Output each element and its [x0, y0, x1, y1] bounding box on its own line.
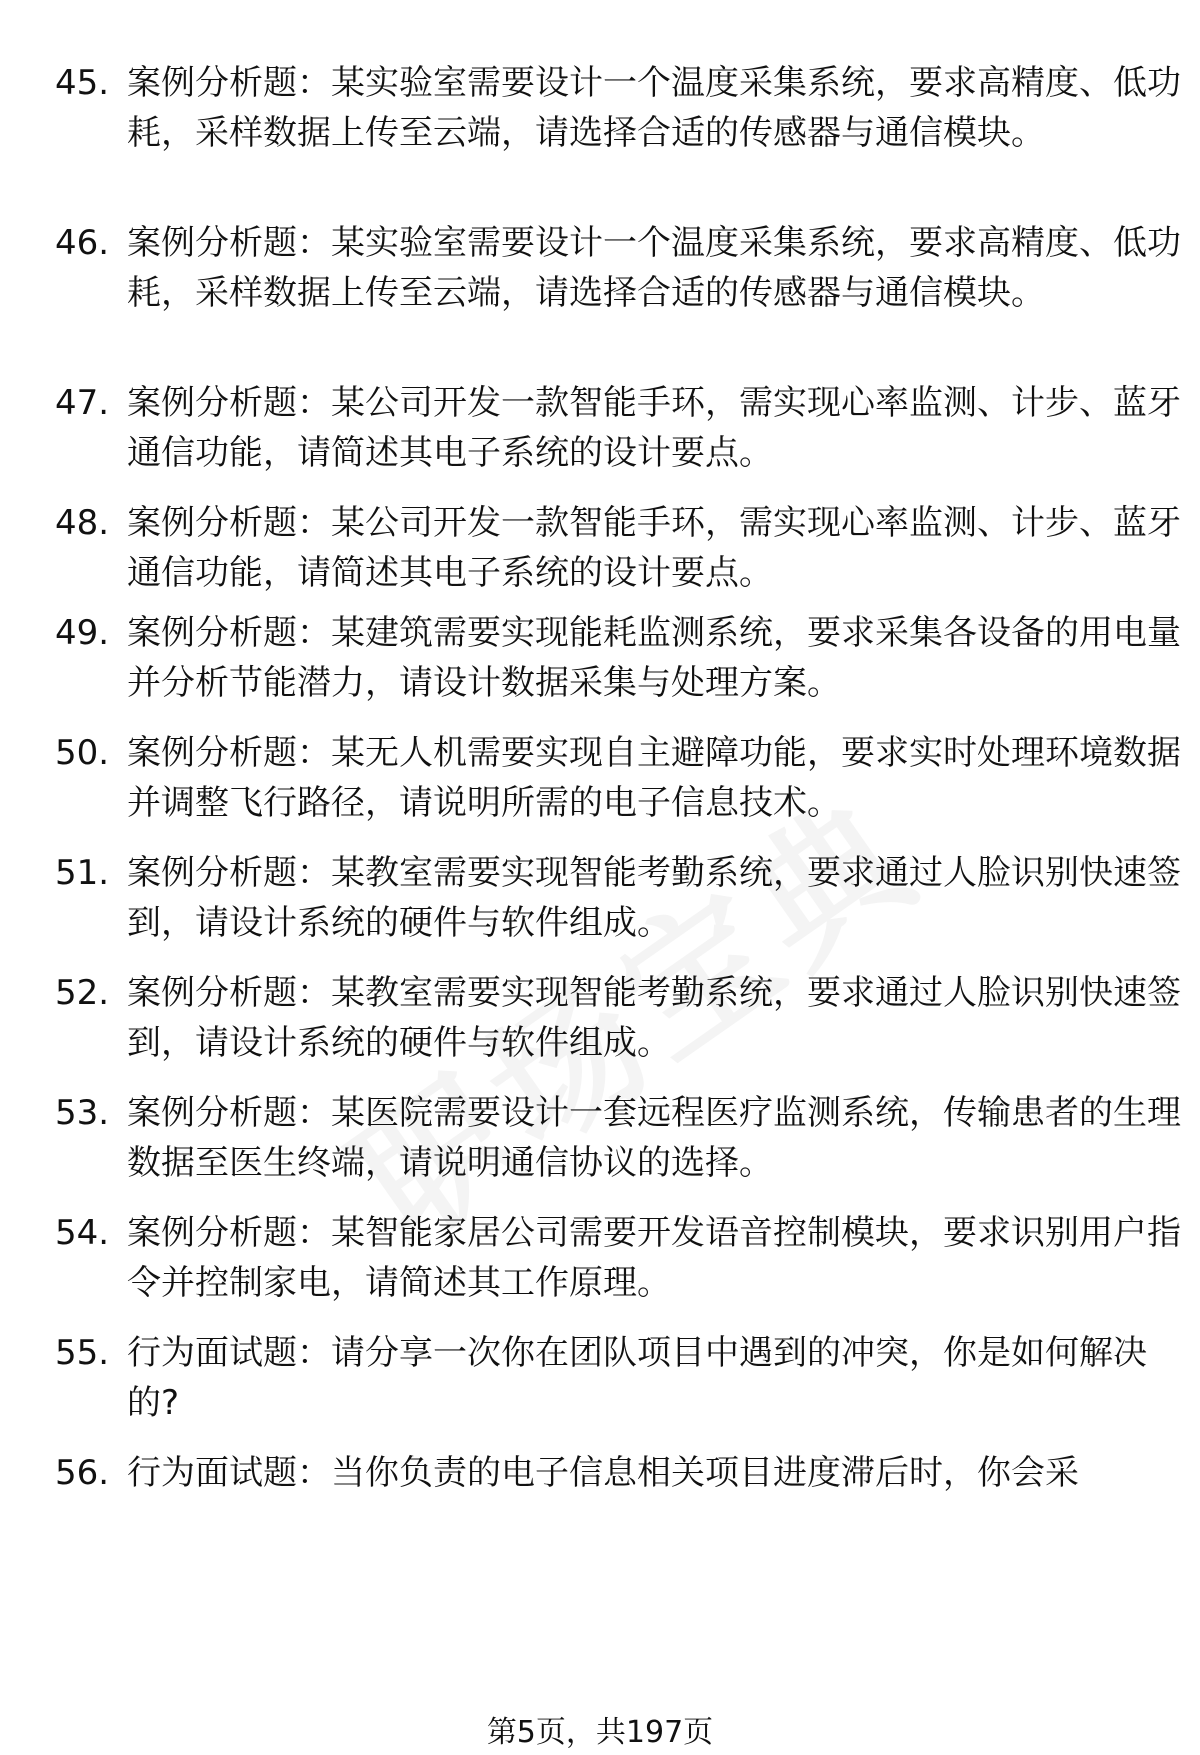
item-text: 案例分析题：某无人机需要实现自主避障功能，要求实时处理环境数据并调整飞行路径，请说明所需的电子信息技术。	[127, 733, 1181, 823]
item-number: 56.	[55, 1453, 110, 1493]
item-text: 案例分析题：某公司开发一款智能手环，需实现心率监测、计步、蓝牙通信功能，请简述其电子系统的设计要点。	[127, 383, 1181, 473]
item-text: 案例分析题：某建筑需要实现能耗监测系统，要求采集各设备的用电量并分析节能潜力，请设计数据采集与处理方案。	[127, 613, 1181, 703]
item-text: 案例分析题：某医院需要设计一套远程医疗监测系统，传输患者的生理数据至医生终端，请说明通信协议的选择。	[127, 1093, 1181, 1183]
item-number: 46.	[55, 223, 110, 263]
item-number: 48.	[55, 503, 110, 543]
item-text: 案例分析题：某实验室需要设计一个温度采集系统，要求高精度、低功耗，采样数据上传至云端，请选择合适的传感器与通信模块。	[127, 223, 1181, 313]
item-number: 52.	[55, 973, 110, 1013]
item-number: 50.	[55, 733, 110, 773]
item-text: 案例分析题：某教室需要实现智能考勤系统，要求通过人脸识别快速签到，请设计系统的硬件与软件组成。	[127, 853, 1181, 943]
page-footer: 第5页，共197页	[486, 1715, 714, 1750]
item-text: 案例分析题：某公司开发一款智能手环，需实现心率监测、计步、蓝牙通信功能，请简述其电子系统的设计要点。	[127, 503, 1181, 593]
item-text: 案例分析题：某实验室需要设计一个温度采集系统，要求高精度、低功耗，采样数据上传至云端，请选择合适的传感器与通信模块。	[127, 63, 1181, 153]
item-text: 行为面试题：当你负责的电子信息相关项目进度滞后时，你会采	[127, 1453, 1079, 1493]
item-text: 案例分析题：某智能家居公司需要开发语音控制模块，要求识别用户指令并控制家电，请简述其工作原理。	[127, 1213, 1181, 1303]
item-number: 49.	[55, 613, 110, 653]
item-number: 47.	[55, 383, 110, 423]
item-text: 行为面试题：请分享一次你在团队项目中遇到的冲突，你是如何解决的?	[127, 1333, 1147, 1423]
item-number: 45.	[55, 63, 110, 103]
item-text: 案例分析题：某教室需要实现智能考勤系统，要求通过人脸识别快速签到，请设计系统的硬件与软件组成。	[127, 973, 1181, 1063]
item-number: 51.	[55, 853, 110, 893]
item-number: 53.	[55, 1093, 110, 1133]
item-number: 54.	[55, 1213, 110, 1253]
item-number: 55.	[55, 1333, 110, 1373]
